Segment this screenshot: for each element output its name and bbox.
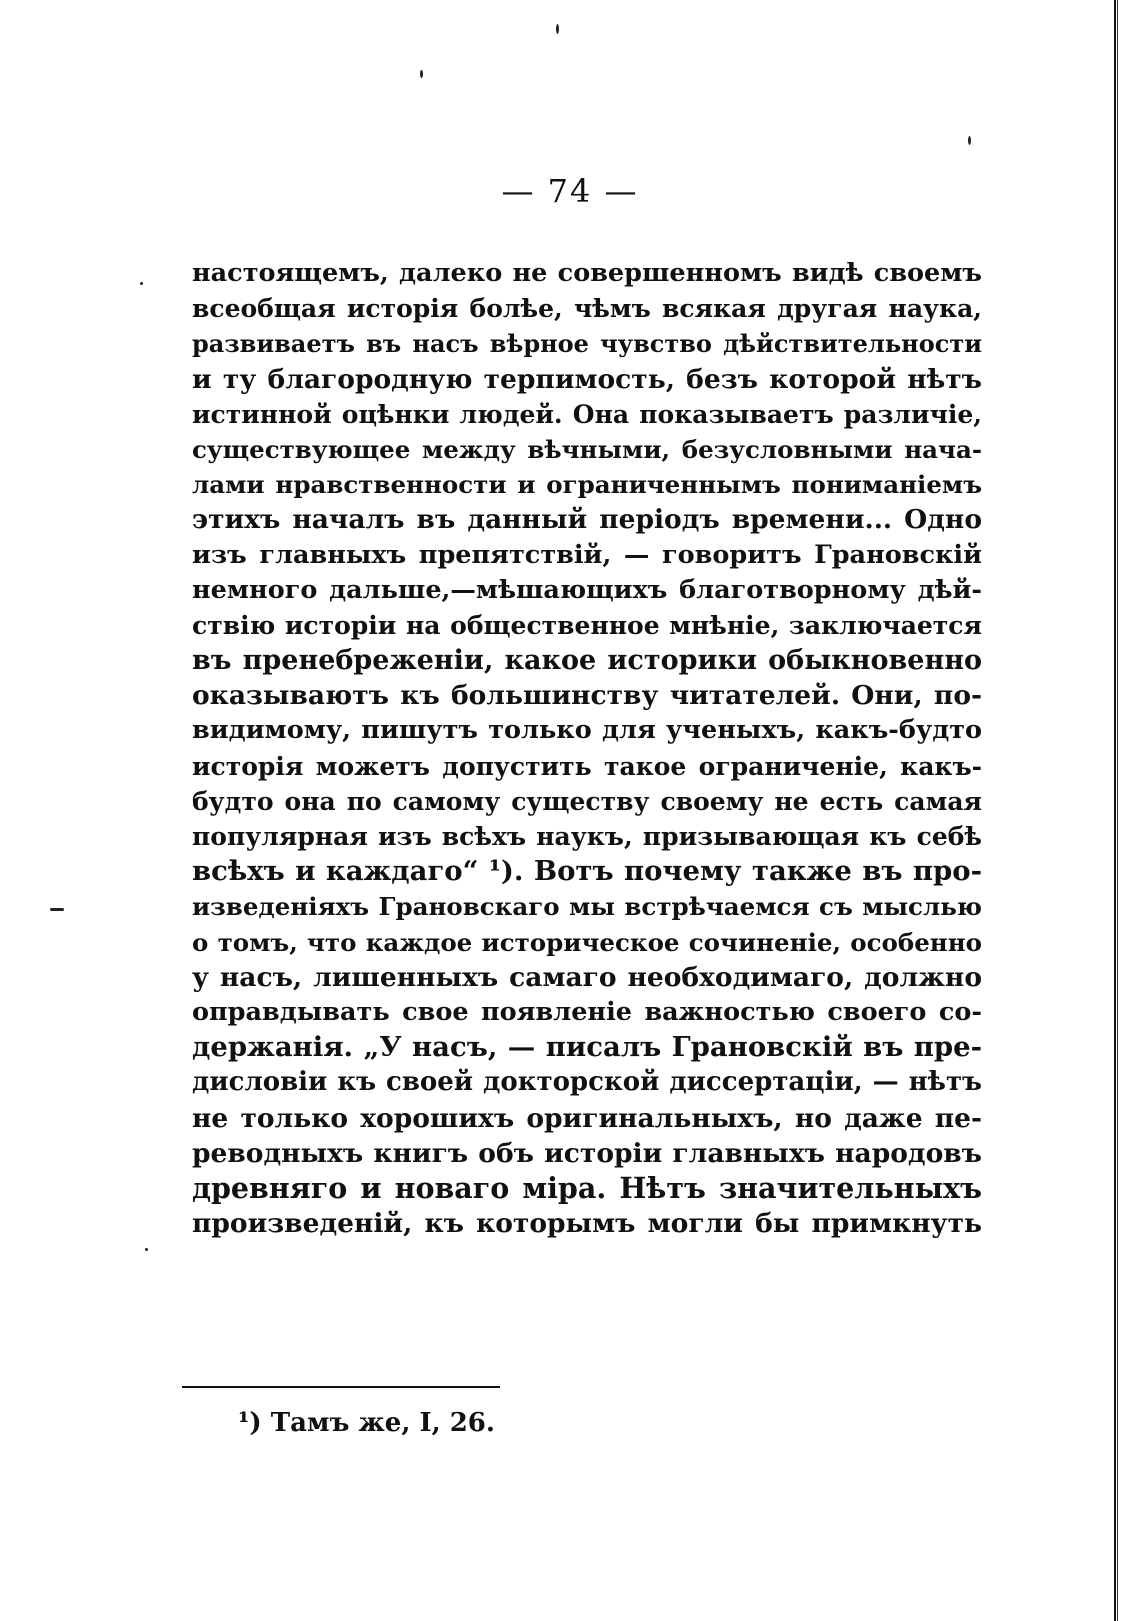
scan-speck bbox=[556, 24, 559, 34]
footnote bbox=[238, 1408, 495, 1438]
scan-speck bbox=[968, 136, 971, 145]
body-text bbox=[192, 256, 982, 1241]
text-line: у насъ, лишенныхъ самаго необходимаго, должно bbox=[192, 961, 982, 993]
footnote-text: Тамъ же, I, 26. bbox=[270, 1408, 495, 1438]
text-line: истинной оцѣнки людей. Она показываетъ различіе, bbox=[192, 399, 982, 429]
text-line: въ пренебреженіи, какое историки обыкновенно bbox=[192, 645, 982, 677]
text-line: изъ главныхъ препятствій, — говоритъ Грановскій bbox=[192, 539, 982, 570]
text-line: дисловіи къ своей докторской диссертаціи, — нѣтъ bbox=[192, 1067, 982, 1098]
scan-speck bbox=[50, 908, 64, 911]
text-line: держанія. „У насъ, — писалъ Грановскій въ пре- bbox=[192, 1031, 982, 1064]
text-line: развиваетъ въ насъ вѣрное чувство дѣйствительности bbox=[192, 329, 982, 359]
text-line: исторія можетъ допустить такое ограниченіе, какъ- bbox=[192, 751, 982, 781]
text-line: и ту благородную терпимость, безъ которой нѣтъ bbox=[192, 363, 982, 395]
text-line: оправдывать свое появленіе важностью своего со- bbox=[192, 996, 982, 1027]
text-line: ствію исторіи на общественное мнѣніе, заключается bbox=[192, 610, 982, 640]
text-line: этихъ началъ въ данный періодъ времени... Одно bbox=[192, 504, 982, 536]
footnote-marker: ¹) bbox=[238, 1408, 262, 1438]
scan-speck bbox=[145, 1248, 148, 1251]
text-line: всеобщая исторія болѣе, чѣмъ всякая другая наука, bbox=[192, 294, 982, 324]
text-line: будто она по самому существу своему не есть самая bbox=[192, 786, 982, 816]
text-line: лами нравственности и ограниченнымъ пониманіемъ bbox=[192, 470, 982, 500]
text-line: реводныхъ книгъ объ исторіи главныхъ народовъ bbox=[192, 1137, 982, 1169]
text-line: о томъ, что каждое историческое сочиненіе, особенно bbox=[192, 927, 982, 957]
text-line: изведеніяхъ Грановскаго мы встрѣчаемся съ мыслью bbox=[192, 892, 982, 922]
scan-speck bbox=[420, 70, 423, 78]
text-line: настоящемъ, далеко не совершенномъ видѣ своемъ bbox=[192, 258, 982, 288]
text-line: популярная изъ всѣхъ наукъ, призывающая къ себѣ bbox=[192, 822, 982, 851]
text-line: произведеній, къ которымъ могли бы примкнуть bbox=[192, 1208, 982, 1240]
scan-speck bbox=[140, 282, 143, 285]
text-line: не только хорошихъ оригинальныхъ, но даже пе- bbox=[192, 1102, 982, 1134]
text-line: немного дальше,—мѣшающихъ благотворному дѣй- bbox=[192, 574, 982, 605]
text-line: оказываютъ къ большинству читателей. Они, по- bbox=[192, 680, 982, 712]
text-line: всѣхъ и каждаго“ ¹). Вотъ почему также въ про- bbox=[192, 855, 982, 888]
text-line: видимому, пишутъ только для ученыхъ, какъ-будто bbox=[192, 715, 982, 746]
text-line: древняго и новаго міра. Нѣтъ значительныхъ bbox=[192, 1170, 982, 1205]
page-edge-shadow bbox=[1114, 0, 1118, 1621]
page-number: — 74 — bbox=[501, 172, 639, 210]
text-line: существующее между вѣчными, безусловными нача- bbox=[192, 434, 982, 464]
footnote-divider bbox=[182, 1386, 500, 1388]
